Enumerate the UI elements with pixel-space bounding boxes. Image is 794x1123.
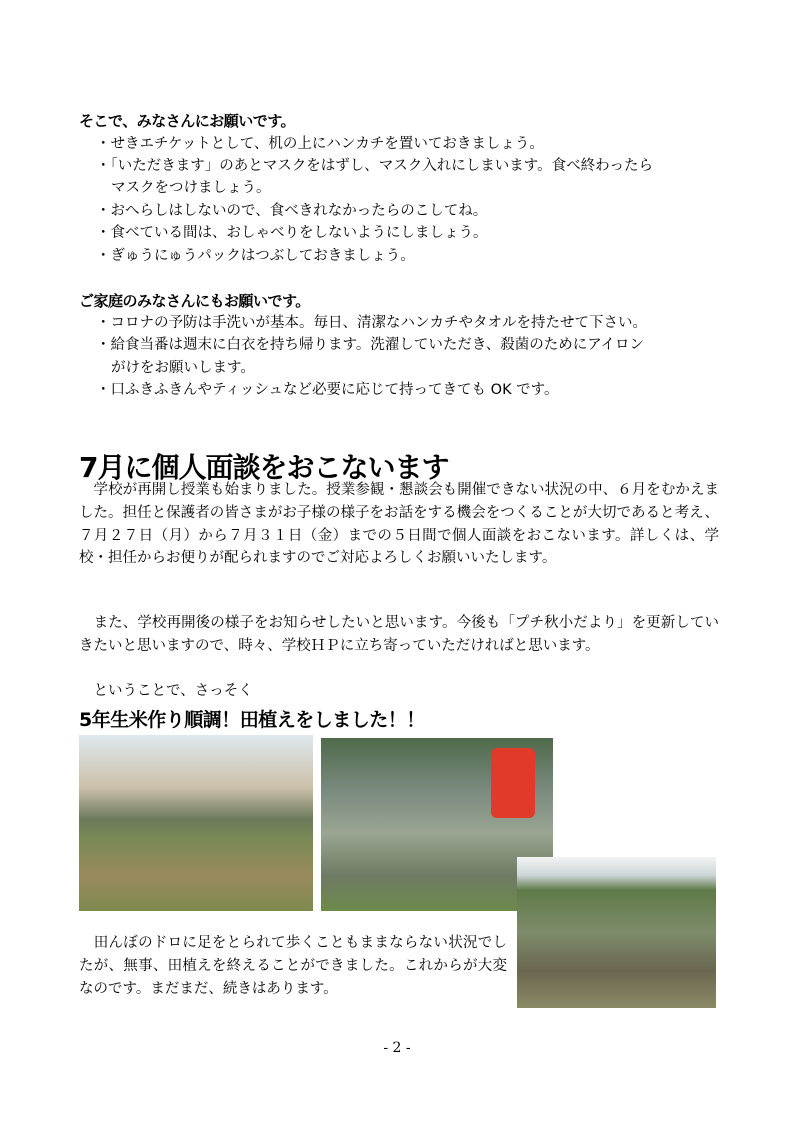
paragraph-updates: また、学校再開後の様子をお知らせしたいと思います。今後も「プチ秋小だより」を更新していきたいと思いますので、時々、学校ＨＰに立ち寄っていただければと思います。: [79, 615, 719, 654]
list-item: ・「いただきます」のあとマスクをはずし、マスク入れにしまいます。食べ終わったら: [96, 158, 653, 174]
paragraph-intro: ということで、さっそく: [79, 683, 253, 699]
page-number: - 2 -: [383, 1040, 411, 1056]
section-heading-interviews: 7月に個人面談をおこないます: [79, 451, 449, 484]
section-heading-request: そこで、みなさんにお願いです。: [79, 112, 296, 130]
photo-rice-planting-1: [79, 735, 313, 911]
paragraph-interviews: 学校が再開し授業も始まりました。授業参観・懇談会も開催できない状況の中、６月をむかえました。担任と保護者の皆さまがお子様の様子をお話をする機会をつくることが大切であると考え、７月２７日（月）から７月３１日（金）までの５日間で個人面談をおこないます。詳しくは、学校・担任からお便りが配られますのでご対応よろしくお願いいたします。: [79, 482, 719, 567]
list-item: ・口ふきふきんやティッシュなど必要に応じて持ってきても OK です。: [96, 382, 559, 398]
photo-caption: 田んぼのドロに足をとられて歩くこともままならない状況でしたが、無事、田植えを終えることができました。これからが大変なのです。まだまだ、続きはあります。: [79, 935, 507, 997]
list-item-continuation: マスクをつけましょう。: [111, 180, 271, 196]
list-item: ・コロナの予防は手洗いが基本。毎日、清潔なハンカチやタオルを持たせて下さい。: [96, 315, 647, 331]
list-item: ・ぎゅうにゅうパックはつぶしておきましょう。: [96, 248, 415, 264]
list-item: ・おへらしはしないので、食べきれなかったらのこしてね。: [96, 203, 488, 219]
list-item-continuation: がけをお願いします。: [111, 360, 255, 376]
list-item: ・食べている間は、おしゃべりをしないようにしましょう。: [96, 225, 488, 241]
section-heading-rice-planting: 5年生米作り順調！田植えをしました！！: [79, 709, 425, 731]
photo-rice-paddy: [517, 857, 716, 1008]
section-heading-family-request: ご家庭のみなさんにもお願いです。: [79, 292, 310, 310]
list-item: ・せきエチケットとして、机の上にハンカチを置いておきましょう。: [96, 136, 544, 152]
list-item: ・給食当番は週末に白衣を持ち帰ります。洗濯していただき、殺菌のためにアイロン: [96, 337, 644, 353]
